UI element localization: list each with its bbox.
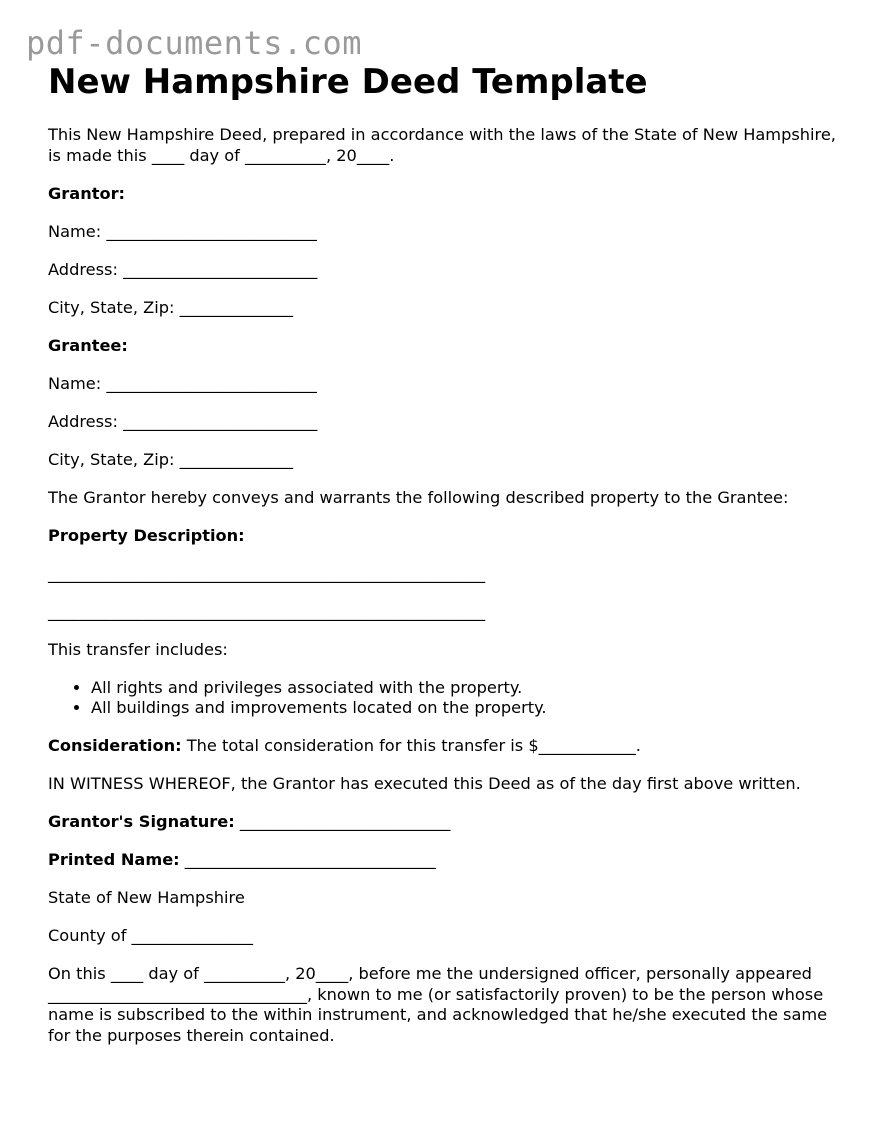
grantee-city-field: City, State, Zip: ______________ xyxy=(48,449,293,469)
acknowledgment-paragraph: On this ____ day of __________, 20____, before me the undersigned officer, personally appeared ________________________________, known to me (or satisfactorily proven) to be the person whose name is subscribed to the within instrument, and acknowledged that he/she executed the same for the purposes therein contained. xyxy=(48,964,828,1045)
conveyance-paragraph: The Grantor hereby conveys and warrants the following described property to the Grantee: xyxy=(48,487,789,507)
consideration-label: Consideration: xyxy=(48,736,182,755)
county-field: County of _______________ xyxy=(48,926,253,945)
intro-paragraph: This New Hampshire Deed, prepared in accordance with the laws of the State of New Hampshire, is made this ____ day of __________, 20____. xyxy=(48,125,836,165)
list-item: • All buildings and improvements located on the property. xyxy=(91,698,838,719)
list-item: • All rights and privileges associated with the property. xyxy=(91,678,838,699)
grantee-address-field: Address: ________________________ xyxy=(48,411,318,431)
grantor-heading-text: Grantor: xyxy=(48,183,126,203)
consideration-paragraph xyxy=(48,736,838,757)
grantor-heading xyxy=(48,184,838,205)
property-line-2: ______________________________________________________ xyxy=(48,601,486,621)
grantor-name-field: Name: __________________________ xyxy=(48,221,317,241)
state-line: State of New Hampshire xyxy=(48,888,245,907)
signature-line: __________________________ xyxy=(234,812,451,831)
grantor-address-field: Address: ________________________ xyxy=(48,259,318,279)
property-heading-text: Property Description: xyxy=(48,525,245,545)
grantee-heading-text: Grantee: xyxy=(48,335,128,355)
signature-label: Grantor's Signature: xyxy=(48,812,235,831)
grantee-heading xyxy=(48,336,838,357)
printed-name-field xyxy=(48,850,838,871)
watermark: pdf-documents.com xyxy=(26,24,363,62)
consideration-text: The total consideration for this transfer is $____________. xyxy=(181,736,641,755)
page-title: New Hampshire Deed Template xyxy=(48,62,648,102)
property-line-1: ______________________________________________________ xyxy=(48,563,486,583)
grantor-city-field: City, State, Zip: ______________ xyxy=(48,297,293,317)
document-body xyxy=(48,62,838,1064)
grantee-name-field: Name: __________________________ xyxy=(48,373,317,393)
printed-name-line: _______________________________ xyxy=(179,850,436,869)
printed-name-label: Printed Name: xyxy=(48,850,180,869)
transfer-intro: This transfer includes: xyxy=(48,639,228,659)
transfer-list xyxy=(48,678,838,719)
witness-paragraph: IN WITNESS WHEREOF, the Grantor has executed this Deed as of the day first above written. xyxy=(48,774,801,793)
property-heading xyxy=(48,526,838,547)
signature-field xyxy=(48,812,838,833)
